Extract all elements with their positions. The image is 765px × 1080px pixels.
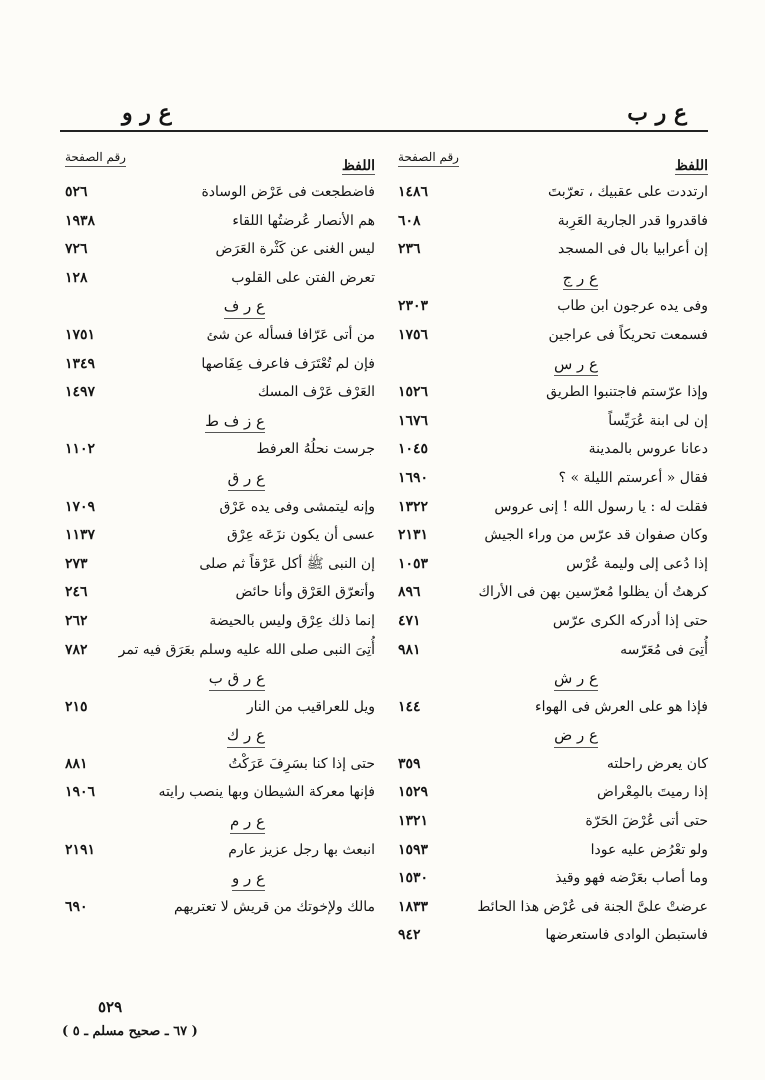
entry-page-number: ١٧٠٩	[65, 498, 96, 515]
entry-phrase: وكان صفوان قد عرّس من وراء الجيش	[484, 527, 708, 544]
entry-phrase: العَرْف عَرْف المسك	[257, 384, 375, 401]
entry-row	[398, 778, 708, 807]
entry-row	[398, 893, 708, 922]
entry-row	[398, 321, 708, 350]
entry-page-number: ٨٩٦	[398, 584, 421, 601]
entry-row	[398, 521, 708, 550]
entry-page-number: ١٣٢٢	[398, 498, 429, 515]
entry-phrase: هم الأنصار عُرضتُها اللقاء	[232, 212, 375, 229]
word-column-header: اللفظ	[341, 158, 375, 174]
word-column-header: اللفظ	[674, 158, 708, 174]
entry-row	[65, 321, 375, 350]
entry-phrase: فقلت له : يا رسول الله ! إنى عروس	[494, 498, 708, 515]
entry-phrase: من أتى عَرّافا فسأله عن شئ	[206, 326, 375, 343]
root-letters: ع ر ض	[554, 721, 598, 750]
entry-page-number: ٢٦٢	[65, 612, 88, 629]
entry-phrase: إنما ذلك عِرْق وليس بالحيضة	[209, 612, 375, 629]
entry-page-number: ١٥٩٣	[398, 841, 429, 858]
root-heading	[398, 264, 708, 293]
entry-phrase: فاقدروا قدر الجارية العَرِبة	[557, 212, 708, 229]
entry-phrase: إن أعرابيا بال فى المسجد	[557, 241, 708, 258]
root-heading	[65, 864, 375, 893]
entry-page-number: ١٠٤٥	[398, 441, 429, 458]
entry-row	[65, 378, 375, 407]
entry-phrase: فقال « أعرستم الليلة » ؟	[558, 469, 708, 486]
entry-row	[65, 207, 375, 236]
root-letters: ع ر ك	[227, 721, 265, 750]
left-entries	[65, 178, 375, 921]
entry-row	[65, 750, 375, 779]
root-letters: ع ر ق	[228, 464, 265, 493]
entry-phrase: ارتددت على عقبيك ، تعرّبتَ	[548, 184, 708, 200]
page-column-header: رقم الصفحة	[65, 150, 126, 167]
entry-page-number: ١٢٨	[65, 269, 88, 286]
entry-phrase: إن لى ابنة عُرَيِّساً	[608, 412, 708, 429]
root-letters: ع ر ق ب	[209, 664, 265, 693]
entry-page-number: ١٣٢١	[398, 813, 429, 830]
entry-phrase: انبعث بها رجل عزيز عارم	[228, 841, 375, 858]
entry-page-number: ١٧٥٦	[398, 326, 429, 343]
entry-row	[65, 235, 375, 264]
entry-page-number: ١٦٧٦	[398, 412, 429, 429]
entry-row	[65, 493, 375, 522]
root-heading	[398, 350, 708, 379]
root-heading	[65, 807, 375, 836]
entry-page-number: ١١٠٢	[65, 441, 96, 458]
header-right-root: ع ر ب	[627, 100, 687, 126]
root-letters: ع ر ش	[554, 664, 598, 693]
entry-page-number: ٧٨٢	[65, 641, 88, 658]
entry-phrase: كرهتُ أن يظلوا مُعرّسين بهن فى الأراك	[478, 584, 708, 601]
entry-page-number: ١٥٣٠	[398, 870, 429, 887]
root-heading	[65, 664, 375, 693]
entry-page-number: ٦٩٠	[65, 898, 88, 915]
entry-phrase: فسمعت تحريكاً فى عراجين	[548, 326, 708, 343]
root-letters: ع ر م	[230, 807, 265, 836]
entry-phrase: وما أصاب بعَرْضه فهو وقيذ	[555, 870, 708, 887]
entry-page-number: ٢٣٦	[398, 241, 421, 258]
entry-row	[65, 836, 375, 865]
entry-page-number: ١٤٩٧	[65, 384, 96, 401]
entry-row	[398, 407, 708, 436]
entry-phrase: دعانا عروس بالمدينة	[588, 441, 708, 458]
right-column	[398, 150, 708, 980]
entry-phrase: وإذا عرّستم فاجتنبوا الطريق	[546, 384, 708, 401]
entry-page-number: ٢٣٠٣	[398, 298, 429, 315]
entry-phrase: ليس الغنى عن كَثْرة العَرَض	[215, 241, 375, 258]
entry-page-number: ٢٧٣	[65, 555, 88, 572]
entry-phrase: إن النبى ﷺ أكل عَرْقاً ثم صلى	[199, 555, 375, 572]
entry-page-number: ١٥٢٦	[398, 384, 429, 401]
entry-phrase: عسى أن يكون نزَعَه عِرْق	[226, 527, 375, 544]
entry-phrase: عرضتْ علىَّ الجنة فى عُرْض هذا الحائط	[477, 898, 708, 915]
entry-phrase: فإن لم تُعْتَرَف فاعرف عِفَاصها	[201, 355, 375, 372]
entry-page-number: ١٩٣٨	[65, 212, 96, 229]
column-header	[65, 150, 375, 178]
entry-row	[398, 693, 708, 722]
entry-row	[65, 264, 375, 293]
entry-row	[398, 807, 708, 836]
entry-phrase: أُتِىَ النبى صلى الله عليه وسلم بعَرَق فيه تمر	[118, 641, 375, 658]
entry-row	[65, 693, 375, 722]
entry-phrase: حتى أتى عُرْضَ الحَرّة	[585, 813, 708, 830]
root-heading	[398, 721, 708, 750]
root-letters: ع ر س	[554, 350, 598, 379]
entry-phrase: حتى إذا كنا بسَرِفَ عَرَكْتُ	[228, 755, 375, 772]
entry-row	[398, 636, 708, 665]
root-letters: ع ز ف ط	[205, 407, 265, 436]
entry-page-number: ١٧٥١	[65, 326, 96, 343]
entry-page-number: ١٥٢٩	[398, 784, 429, 801]
entry-row	[398, 578, 708, 607]
entry-row	[398, 750, 708, 779]
entry-row	[398, 493, 708, 522]
entry-row	[398, 207, 708, 236]
entry-page-number: ٥٢٦	[65, 184, 88, 200]
right-entries	[398, 178, 708, 950]
entry-page-number: ٦٠٨	[398, 212, 421, 229]
header-left-root: ع ر و	[122, 100, 172, 126]
root-letters: ع ر ج	[563, 264, 598, 293]
entry-phrase: كان يعرض راحلته	[606, 755, 708, 772]
entry-phrase: جرست نحلُهُ العرفط	[256, 441, 375, 458]
entry-row	[65, 893, 375, 922]
entry-phrase: وفى يده عرجون ابن طاب	[557, 298, 708, 315]
column-header	[398, 150, 708, 178]
entry-page-number: ٨٨١	[65, 755, 88, 772]
entry-row	[398, 607, 708, 636]
entry-phrase: إذا رميتَ بالمِعْراض	[597, 784, 708, 801]
page-number: ٥٢٩	[98, 998, 123, 1016]
left-column	[65, 150, 375, 980]
entry-row	[398, 378, 708, 407]
entry-row	[398, 864, 708, 893]
entry-row	[398, 235, 708, 264]
entry-phrase: فإنها معركة الشيطان وبها ينصب رايته	[158, 784, 375, 801]
entry-phrase: إذا دُعى إلى وليمة عُرْس	[566, 555, 708, 572]
entry-page-number: ١٤٨٦	[398, 184, 429, 200]
signature-mark: ( ٦٧ ـ صحيح مسلم ـ ٥ )	[62, 1024, 198, 1039]
entry-page-number: ٢١٣١	[398, 527, 429, 544]
entry-phrase: مالك ولإخوتك من قريش لا تعتريهم	[174, 898, 375, 915]
entry-row	[65, 607, 375, 636]
entry-page-number: ١٩٠٦	[65, 784, 96, 801]
entry-row	[65, 350, 375, 379]
entry-row	[398, 921, 708, 950]
entry-row	[65, 521, 375, 550]
entry-row	[65, 178, 375, 207]
entry-row	[398, 836, 708, 865]
entry-page-number: ٢١٩١	[65, 841, 96, 858]
root-letters: ع ر و	[232, 864, 265, 893]
entry-row	[398, 464, 708, 493]
entry-phrase: حتى إذا أدركه الكرى عرّس	[552, 612, 708, 629]
root-heading	[65, 407, 375, 436]
root-heading	[65, 292, 375, 321]
entry-page-number: ٩٤٢	[398, 927, 421, 944]
entry-phrase: ولو تعْرُض عليه عودا	[590, 841, 708, 858]
entry-phrase: وإنه ليتمشى وفى يده عَرْق	[219, 498, 375, 515]
entry-row	[398, 292, 708, 321]
entry-page-number: ١٤٤	[398, 698, 421, 715]
entry-page-number: ١٦٩٠	[398, 469, 429, 486]
root-heading	[65, 464, 375, 493]
entry-page-number: ٧٢٦	[65, 241, 88, 258]
entry-phrase: فاستبطن الوادى فاستعرضها	[545, 927, 708, 944]
entry-row	[398, 178, 708, 207]
entry-phrase: ويل للعراقيب من النار	[246, 698, 375, 715]
entry-row	[65, 778, 375, 807]
header-rule	[60, 130, 708, 132]
entry-phrase: فاضطجعت فى عَرْض الوسادة	[201, 184, 375, 200]
entry-page-number: ١٣٤٩	[65, 355, 96, 372]
entry-row	[65, 435, 375, 464]
entry-page-number: ١٠٥٣	[398, 555, 429, 572]
entry-page-number: ١١٣٧	[65, 527, 96, 544]
root-heading	[398, 664, 708, 693]
entry-row	[398, 550, 708, 579]
root-heading	[65, 721, 375, 750]
entry-row	[65, 578, 375, 607]
entry-phrase: فإذا هو على العرش فى الهواء	[534, 698, 708, 715]
entry-row	[398, 435, 708, 464]
page-column-header: رقم الصفحة	[398, 150, 459, 167]
entry-phrase: وأتعرّق العَرْق وأنا حائض	[235, 584, 375, 601]
entry-row	[65, 550, 375, 579]
entry-page-number: ٩٨١	[398, 641, 421, 658]
entry-page-number: ٢٤٦	[65, 584, 88, 601]
entry-page-number: ٤٧١	[398, 612, 421, 629]
entry-page-number: ٣٥٩	[398, 755, 421, 772]
entry-phrase: أُتِىَ فى مُعَرّسه	[620, 641, 708, 658]
entry-page-number: ١٨٣٣	[398, 898, 429, 915]
entry-page-number: ٢١٥	[65, 698, 88, 715]
entry-row	[65, 636, 375, 665]
entry-phrase: تعرض الفتن على القلوب	[231, 269, 375, 286]
root-letters: ع ر ف	[224, 292, 265, 321]
